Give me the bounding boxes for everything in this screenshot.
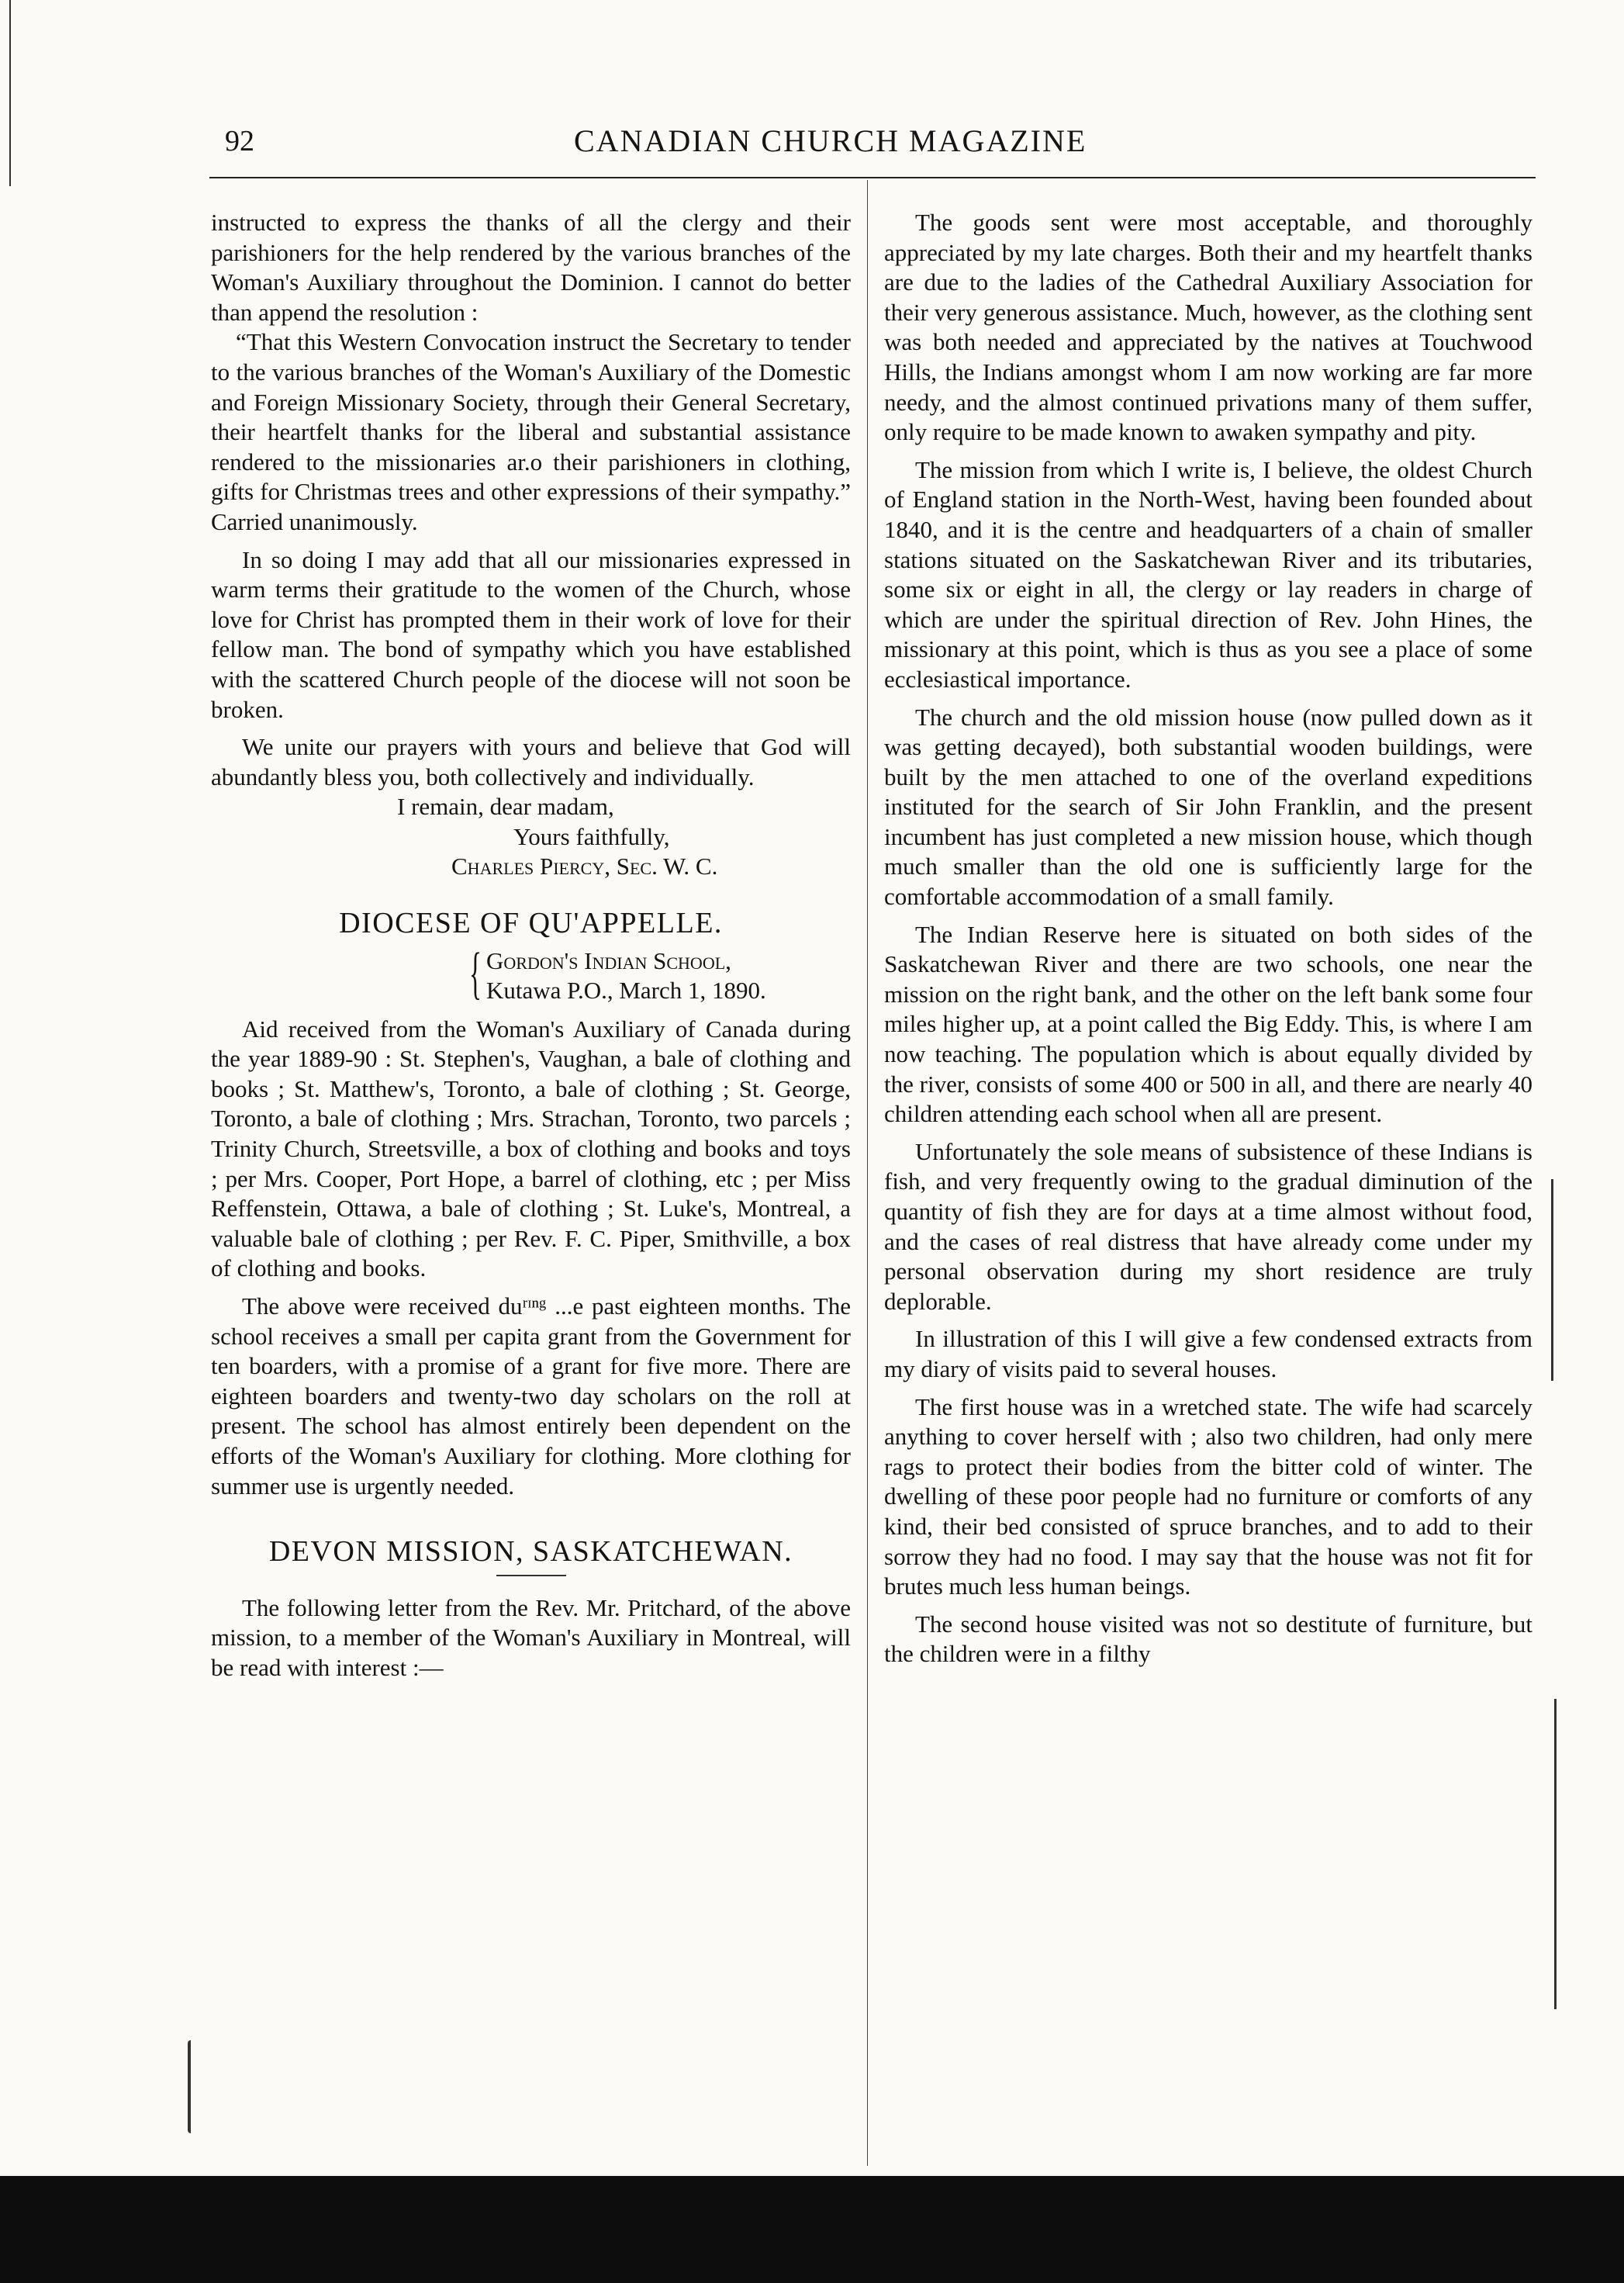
- paragraph: In so doing I may add that all our missionaries expressed in warm terms their gratitude to the women of the Church, whose love for Christ has prompted them in their work of love for their fellow man. The bond of sympathy which you have established with the scattered Church people of the diocese will not soon be broken.: [211, 545, 851, 723]
- section-rule: [496, 1575, 566, 1576]
- paragraph: The above were received duʳᶦⁿᵍ ...e past eighteen months. The school receives a small per capita grant from the Government for ten boarders, with a promise of a grant for five more. There are eighteen boarders and twenty-two day scholars on the roll at present. The school has almost entirely been dependent on the efforts of the Woman's Auxiliary for clothing. More clothing for summer use is urgently needed.: [211, 1292, 851, 1500]
- right-column: [884, 208, 1532, 1669]
- section-heading-quappelle: DIOCESE OF QU'APPELLE.: [339, 907, 723, 940]
- page-number: 92: [225, 125, 254, 157]
- resolution-quote: “That this Western Convocation instruct the Secretary to tender to the various branches of the Woman's Auxiliary of the Domestic and Foreign Missionary Society, through their General Secretary, their heartfelt thanks for the liberal and substantial assistance rendered to the missionaries ar.o their parishioners in clothing, gifts for Christmas trees and other expressions of their sympathy.” Carried unanimously.: [211, 328, 851, 535]
- paragraph: The following letter from the Rev. Mr. Pritchard, of the above mission, to a member of the Woman's Auxiliary in Montreal, will be read with interest :—: [211, 1593, 851, 1681]
- scan-edge-left: [9, 0, 11, 186]
- dateline: [469, 941, 851, 1005]
- closing-signature: Charles Piercy, Sec. W. C.: [451, 853, 718, 880]
- closing-valediction: Yours faithfully,: [513, 822, 670, 850]
- paragraph: Aid received from the Woman's Auxiliary of Canada during the year 1889-90 : St. Stephen's, Vaughan, a bale of clothing and books ; St. Matthew's, Toronto, a bale of clothing ; St. George, Toronto, a bale of clothing ; Mrs. Strachan, Toronto, two parcels ; Trinity Church, Streetsville, a box of clothing and books and toys ; per Mrs. Cooper, Port Hope, a barrel of clothing, etc ; per Miss Reffenstein, Ottawa, a bale of clothing ; St. Luke's, Montreal, a valuable bale of clothing ; per Rev. F. C. Piper, Smithville, a box of clothing and books.: [211, 1015, 851, 1282]
- margin-mark-right: [1554, 1699, 1557, 2009]
- paragraph: The first house was in a wretched state. The wife had scarcely anything to cover herself with ; also two children, had only mere rags to protect their bodies from the bitter cold of winter. The dwelling of these poor people had no furniture or comforts of any kind, their bed consisted of spruce branches, and to add to their sorrow they had no food. I may say that the house was not fit for brutes much less human beings.: [884, 1392, 1532, 1600]
- paragraph: The second house visited was not so destitute of furniture, but the children were in a filthy: [884, 1610, 1532, 1668]
- brace-glyph: {: [469, 941, 482, 1005]
- letter-closing: [211, 792, 851, 882]
- paragraph: The goods sent were most acceptable, and thoroughly appreciated by my late charges. Both their and my heartfelt thanks are due to the ladies of the Cathedral Auxiliary Association for their very generous assistance. Much, however, as the clothing sent was both needed and appreciated by the natives at Touchwood Hills, the Indians amongst whom I am now working are far more needy, and the almost continued privations many of them suffer, only require to be made known to awaken sympathy and pity.: [884, 209, 1532, 446]
- left-column: [211, 208, 851, 1683]
- paragraph: The mission from which I write is, I believe, the oldest Church of England station in the North-West, having been founded about 1840, and it is the centre and headquarters of a chain of smaller stations situated on the Saskatchewan River and its tributaries, some six or eight in all, the clergy or lay readers in charge of which are under the spiritual direction of Rev. John Hines, the missionary at this point, which is thus as you see a place of some ecclesiastical importance.: [884, 455, 1532, 693]
- dateline-date: Kutawa P.O., March 1, 1890.: [486, 976, 766, 1004]
- paragraph: The church and the old mission house (now pulled down as it was getting decayed), both substantial wooden buildings, were built by the men attached to one of the overland expeditions instituted for the search of Sir John Franklin, and the present incumbent has just completed a new mission house, which though much smaller than the old one is sufficiently large for the comfortable accommodation of a small family.: [884, 703, 1532, 911]
- column-divider: [867, 180, 868, 2166]
- paragraph: The Indian Reserve here is situated on both sides of the Saskatchewan River and there are two schools, one near the mission on the right bank, and the other on the left bank some four miles higher up, at a point called the Big Eddy. This, is where I am now teaching. The population which is about equally divided by the river, consists of some 400 or 500 in all, and there are nearly 40 children attending each school when all are present.: [884, 920, 1532, 1128]
- margin-mark-right: [1551, 1179, 1553, 1381]
- scan-bottom-bar: [0, 2176, 1624, 2283]
- dateline-place: Gordon's Indian School,: [486, 946, 731, 974]
- paragraph: instructed to express the thanks of all the clergy and their parishioners for the help rendered by the various branches of the Woman's Auxiliary throughout the Dominion. I cannot do better than append the resolution :: [211, 209, 851, 326]
- running-head: CANADIAN CHURCH MAGAZINE: [574, 123, 1087, 158]
- margin-mark-left: [188, 2040, 191, 2133]
- section-heading-devon: DEVON MISSION, SASKATCHEWAN.: [268, 1535, 793, 1569]
- paragraph: In illustration of this I will give a few condensed extracts from my diary of visits paid to several houses.: [884, 1325, 1532, 1382]
- paragraph: We unite our prayers with yours and believe that God will abundantly bless you, both collectively and individually.: [211, 733, 851, 790]
- closing-salutation: I remain, dear madam,: [397, 793, 614, 821]
- header-rule: [209, 177, 1536, 178]
- paragraph: Unfortunately the sole means of subsistence of these Indians is fish, and very frequently owing to the gradual diminution of the quantity of fish they are for days at a time almost without food, and the cases of real distress that have already come under my personal observation during my short residence are truly deplorable.: [884, 1137, 1532, 1315]
